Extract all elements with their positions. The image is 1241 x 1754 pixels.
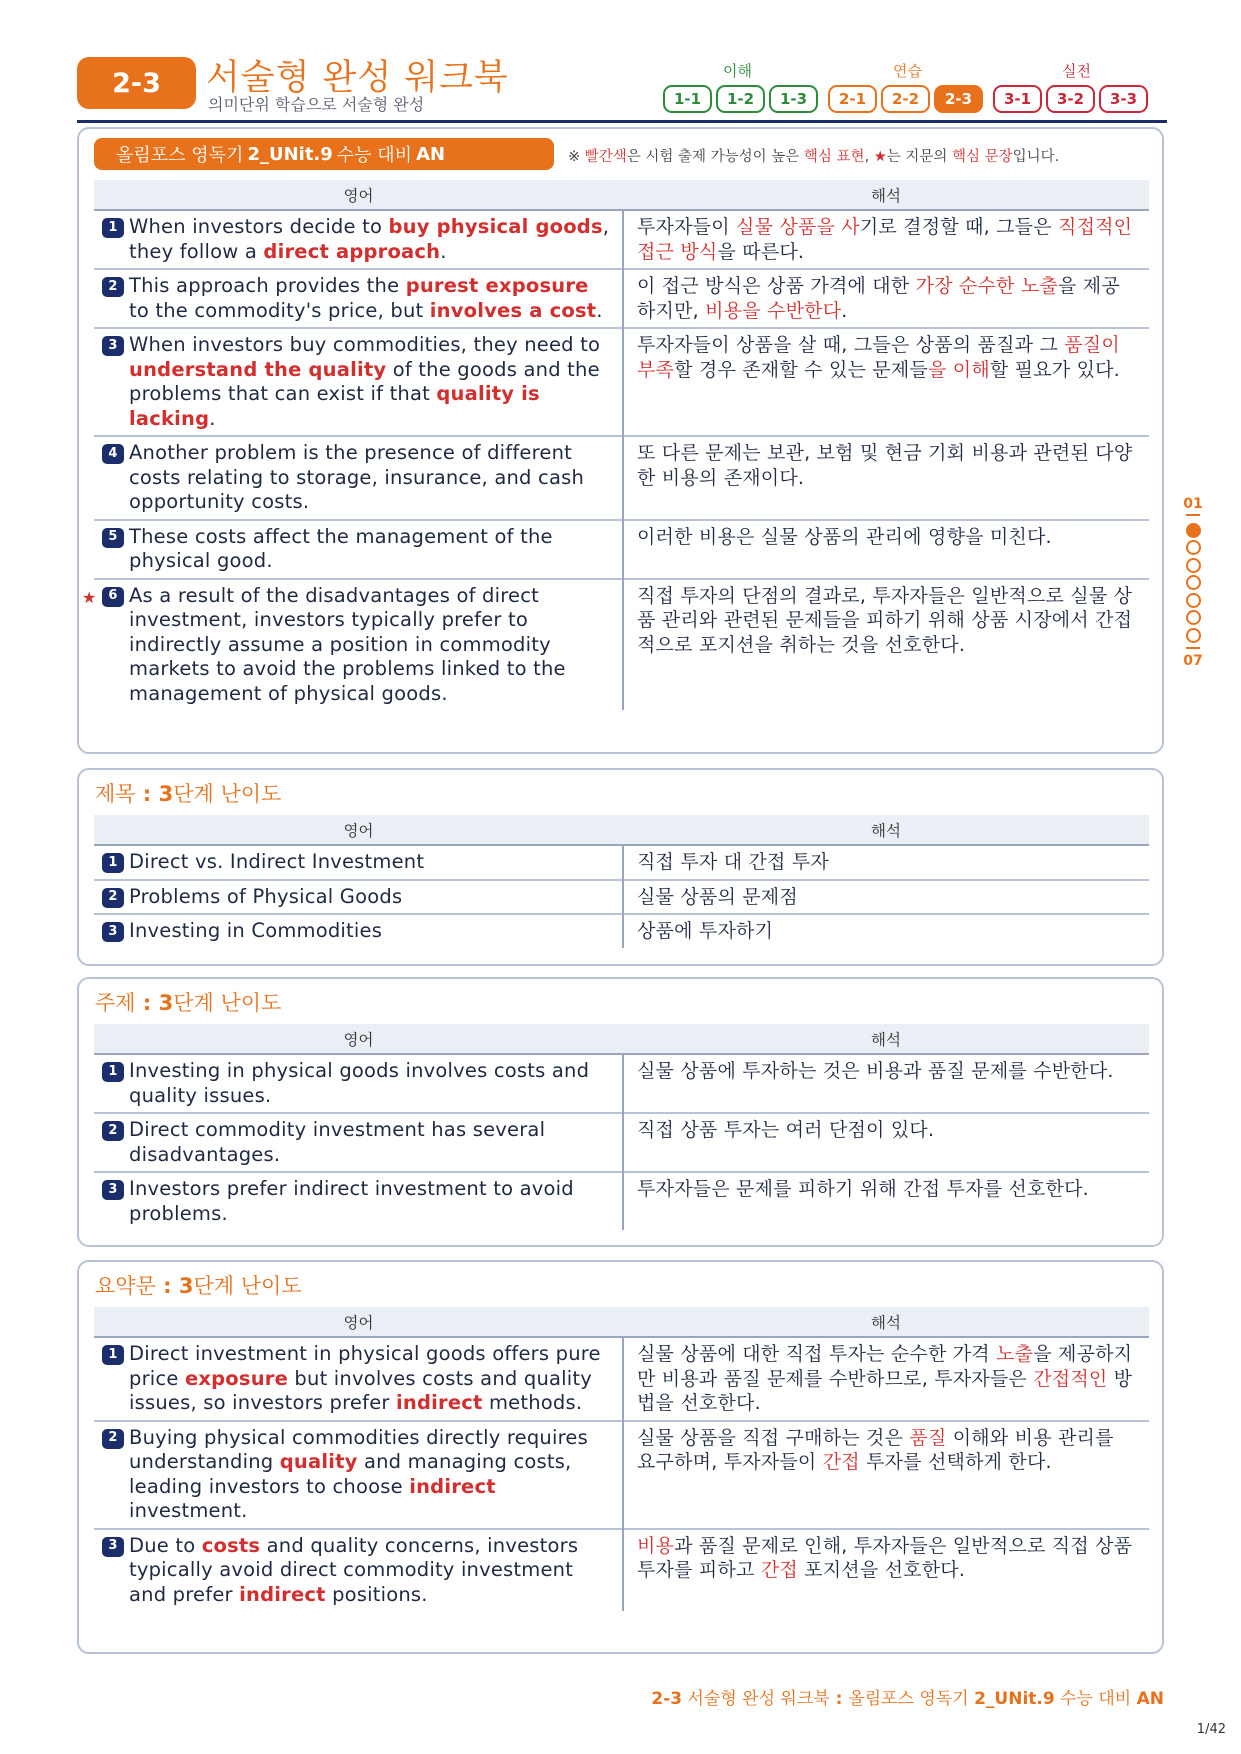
row-number-badge: 2 bbox=[102, 888, 124, 908]
passage-english-cell: 4 Another problem is the presence of different costs relating to storage, insurance, and cash opportunity costs. bbox=[94, 436, 623, 520]
section-title-summary: 요약문 : 3단계 난이도 bbox=[95, 1274, 302, 1298]
column-header-english: 영어 bbox=[94, 1307, 623, 1337]
passage-row bbox=[94, 520, 1149, 579]
nav-divider bbox=[1186, 514, 1200, 516]
stage-button-3-3[interactable]: 3-3 bbox=[1099, 85, 1148, 113]
summary-english-cell: 2 Buying physical commodities directly requires understanding quality and managing costs, leading investors to choose indirect investment. bbox=[94, 1421, 623, 1529]
nav-dot-7[interactable] bbox=[1186, 628, 1201, 643]
summary-english-cell: 1 Direct investment in physical goods offers pure price exposure but involves costs and quality issues, so investors prefer indirect methods. bbox=[94, 1337, 623, 1421]
passage-korean-cell: 투자자들이 실물 상품을 사기로 결정할 때, 그들은 직접적인 접근 방식을 따른다. bbox=[637, 216, 1133, 263]
summary-table bbox=[94, 1307, 1149, 1611]
key-expression: buy physical goods bbox=[388, 215, 603, 238]
theme-korean-cell: 실물 상품에 투자하는 것은 비용과 품질 문제를 수반한다. bbox=[637, 1060, 1114, 1082]
key-expression: indirect bbox=[239, 1582, 326, 1606]
passage-card bbox=[77, 127, 1164, 754]
key-expression: 간접 bbox=[822, 1451, 860, 1473]
key-expression: indirect bbox=[409, 1474, 496, 1498]
summary-row bbox=[94, 1529, 1149, 1612]
row-number-badge: 1 bbox=[102, 853, 124, 873]
theme-row bbox=[94, 1172, 1149, 1230]
summary-korean-cell: 실물 상품에 대한 직접 투자는 순수한 가격 노출을 제공하지만 비용과 품질 문제를 수반하므로, 투자자들은 간접적인 방법을 선호한다. bbox=[637, 1343, 1133, 1414]
page-title: 서술형 완성 워크북 bbox=[206, 58, 509, 98]
row-number-badge: 1 bbox=[102, 218, 124, 238]
title-row bbox=[94, 845, 1149, 880]
unit-badge: 2-3 bbox=[77, 57, 196, 109]
title-english-cell: 2 Problems of Physical Goods bbox=[94, 880, 623, 915]
stage-button-2-1[interactable]: 2-1 bbox=[828, 85, 877, 113]
theme-table bbox=[94, 1024, 1149, 1230]
nav-dot-2[interactable] bbox=[1186, 540, 1201, 555]
summary-row bbox=[94, 1421, 1149, 1529]
stage-button-1-1[interactable]: 1-1 bbox=[663, 85, 712, 113]
key-sentence-star-icon: ★ bbox=[82, 587, 97, 607]
nav-last-number: 07 bbox=[1183, 653, 1203, 669]
title-card bbox=[77, 768, 1164, 966]
key-expression: 간접 bbox=[760, 1559, 798, 1581]
row-number-badge: 3 bbox=[102, 336, 124, 356]
key-expression: direct approach bbox=[263, 239, 441, 263]
nav-dot-5[interactable] bbox=[1186, 593, 1201, 608]
stage-button-3-1[interactable]: 3-1 bbox=[993, 85, 1042, 113]
key-expression: 비용을 수반한다 bbox=[705, 299, 842, 322]
stage-button-1-2[interactable]: 1-2 bbox=[716, 85, 765, 113]
key-expression: 품질이 부족 bbox=[637, 334, 1120, 381]
page-subtitle: 의미단위 학습으로 서술형 완성 bbox=[208, 95, 425, 114]
key-expression: 비용 bbox=[637, 1534, 675, 1557]
column-header-korean: 해석 bbox=[623, 1024, 1149, 1054]
nav-first-number: 01 bbox=[1183, 496, 1203, 512]
column-header-english: 영어 bbox=[94, 815, 623, 845]
stage-button-2-2[interactable]: 2-2 bbox=[881, 85, 930, 113]
row-number-badge: 1 bbox=[102, 1062, 124, 1082]
row-number-badge: 2 bbox=[102, 277, 124, 297]
nav-dot-3[interactable] bbox=[1186, 558, 1201, 573]
column-header-korean: 해석 bbox=[623, 815, 1149, 845]
key-expression: exposure bbox=[184, 1366, 289, 1390]
title-korean-cell: 직접 투자 대 간접 투자 bbox=[637, 851, 829, 873]
passage-korean-cell: 투자자들이 상품을 살 때, 그들은 상품의 품질과 그 품질이 부족할 경우 존재할 수 있는 문제들을 이해할 필요가 있다. bbox=[637, 334, 1120, 381]
section-title-title: 제목 : 3단계 난이도 bbox=[95, 782, 282, 806]
key-expression: involves a cost bbox=[429, 298, 597, 322]
passage-row bbox=[94, 579, 1149, 711]
row-number-badge: 1 bbox=[102, 1345, 124, 1365]
stage-button-3-2[interactable]: 3-2 bbox=[1046, 85, 1095, 113]
key-expression: costs bbox=[201, 1533, 261, 1557]
source-label bbox=[94, 138, 554, 170]
key-expression: quality bbox=[279, 1450, 358, 1473]
stage-navigation bbox=[663, 85, 1154, 113]
source-unit: 2_UNit.9 bbox=[247, 143, 333, 165]
title-english-cell: 3 Investing in Commodities bbox=[94, 914, 623, 948]
theme-english-cell: 2 Direct commodity investment has several disadvantages. bbox=[94, 1113, 623, 1172]
legend-note: ※ 빨간색은 시험 출제 가능성이 높은 핵심 표현, ★는 지문의 핵심 문장입니다. bbox=[568, 149, 1060, 165]
column-header-korean: 해석 bbox=[623, 180, 1149, 210]
stage-label-real: 실전 bbox=[1062, 62, 1091, 80]
summary-row bbox=[94, 1337, 1149, 1421]
title-row bbox=[94, 880, 1149, 915]
theme-korean-cell: 투자자들은 문제를 피하기 위해 간접 투자를 선호한다. bbox=[637, 1178, 1089, 1200]
theme-english-cell: 1 Investing in physical goods involves costs and quality issues. bbox=[94, 1054, 623, 1113]
title-table bbox=[94, 815, 1149, 948]
passage-english-cell: 2 This approach provides the purest exposure to the commodity's price, but involves a cost. bbox=[94, 269, 623, 328]
key-expression: 실물 상품을 사 bbox=[736, 216, 860, 238]
passage-row bbox=[94, 436, 1149, 520]
passage-navigator bbox=[1180, 496, 1206, 669]
passage-korean-cell: 이 접근 방식은 상품 가격에 대한 가장 순수한 노출을 제공하지만, 비용을 수반한다. bbox=[637, 275, 1120, 322]
header-divider bbox=[77, 120, 1167, 123]
passage-english-cell: 3 When investors buy commodities, they need to understand the quality of the goods and the problems that can exist if that quality is lacking. bbox=[94, 328, 623, 436]
column-header-korean: 해석 bbox=[623, 1307, 1149, 1337]
theme-english-cell: 3 Investors prefer indirect investment to avoid problems. bbox=[94, 1172, 623, 1230]
key-expression: understand the quality bbox=[129, 357, 387, 381]
nav-dot-1[interactable] bbox=[1186, 523, 1201, 538]
stage-button-1-3[interactable]: 1-3 bbox=[769, 85, 818, 113]
passage-korean-cell: 이러한 비용은 실물 상품의 관리에 영향을 미친다. bbox=[637, 525, 1052, 548]
passage-korean-cell: 또 다른 문제는 보관, 보험 및 현금 기회 비용과 관련된 다양한 비용의 존재이다. bbox=[637, 442, 1133, 489]
summary-korean-cell: 실물 상품을 직접 구매하는 것은 품질 이해와 비용 관리를 요구하며, 투자자들이 간접 투자를 선택하게 한다. bbox=[637, 1426, 1114, 1473]
key-expression: 가장 순수한 노출 bbox=[915, 275, 1058, 297]
theme-row bbox=[94, 1113, 1149, 1172]
row-number-badge: 3 bbox=[102, 1180, 124, 1200]
title-korean-cell: 실물 상품의 문제점 bbox=[637, 885, 798, 908]
page-number: 1/42 bbox=[1196, 1722, 1226, 1737]
passage-row bbox=[94, 210, 1149, 269]
key-expression: 을 이해 bbox=[927, 358, 990, 381]
row-number-badge: 2 bbox=[102, 1429, 124, 1449]
row-number-badge: 3 bbox=[102, 922, 124, 942]
passage-table bbox=[82, 180, 1149, 710]
summary-korean-cell: 비용과 품질 문제로 인해, 투자자들은 일반적으로 직접 상품 투자를 피하고 간접 포지션을 선호한다. bbox=[637, 1534, 1133, 1581]
passage-korean-cell: 직접 투자의 단점의 결과로, 투자자들은 일반적으로 실물 상품 관리와 관련된 문제들을 피하기 위해 상품 시장에서 간접적으로 포지션을 취하는 것을 선호한다. bbox=[637, 584, 1133, 656]
passage-english-cell: 1 When investors decide to buy physical goods, they follow a direct approach. bbox=[94, 210, 623, 269]
passage-english-cell: ★ 6 As a result of the disadvantages of direct investment, investors typically prefer to indirectly assume a position in commodity markets to avoid the problems linked to the management of physical goods. bbox=[94, 579, 623, 711]
title-english-cell: 1 Direct vs. Indirect Investment bbox=[94, 845, 623, 880]
key-expression: quality is lacking bbox=[129, 382, 540, 430]
column-header-english: 영어 bbox=[94, 1024, 623, 1054]
source-book: 올림포스 영독기 bbox=[116, 145, 244, 166]
stage-label-understand: 이해 bbox=[723, 62, 752, 80]
stage-label-practice: 연습 bbox=[893, 62, 922, 80]
theme-korean-cell: 직접 상품 투자는 여러 단점이 있다. bbox=[637, 1119, 935, 1141]
row-number-badge: 4 bbox=[102, 444, 124, 464]
source-suffix: AN bbox=[416, 143, 446, 165]
title-korean-cell: 상품에 투자하기 bbox=[637, 920, 774, 942]
passage-english-cell: 5 These costs affect the management of the physical good. bbox=[94, 520, 623, 579]
key-expression: 직접적인 접근 방식 bbox=[637, 216, 1133, 263]
key-expression: 품질 bbox=[909, 1426, 947, 1449]
row-number-badge: 3 bbox=[102, 1537, 124, 1557]
key-expression: indirect bbox=[396, 1391, 483, 1414]
summary-card bbox=[77, 1260, 1164, 1654]
nav-divider bbox=[1186, 647, 1200, 649]
row-number-badge: 2 bbox=[102, 1121, 124, 1141]
theme-card bbox=[77, 977, 1164, 1247]
row-number-badge: 6 bbox=[102, 587, 124, 607]
passage-row bbox=[94, 328, 1149, 436]
title-row bbox=[94, 914, 1149, 948]
nav-dot-4[interactable] bbox=[1186, 575, 1201, 590]
stage-button-2-3[interactable]: 2-3 bbox=[934, 85, 983, 113]
key-expression: purest exposure bbox=[405, 274, 589, 297]
section-title-theme: 주제 : 3단계 난이도 bbox=[95, 991, 282, 1015]
nav-dot-6[interactable] bbox=[1186, 610, 1201, 625]
column-header-english: 영어 bbox=[94, 180, 623, 210]
passage-row bbox=[94, 269, 1149, 328]
summary-english-cell: 3 Due to costs and quality concerns, investors typically avoid direct commodity investment and prefer indirect positions. bbox=[94, 1529, 623, 1612]
key-expression: 노출 bbox=[996, 1343, 1034, 1365]
key-expression: 간접적인 bbox=[1033, 1367, 1108, 1390]
footer-caption: 2-3 서술형 완성 워크북 : 올림포스 영독기 2_UNit.9 수능 대비 AN bbox=[651, 1689, 1164, 1709]
source-purpose: 수능 대비 bbox=[336, 145, 413, 166]
row-number-badge: 5 bbox=[102, 528, 124, 548]
theme-row bbox=[94, 1054, 1149, 1113]
